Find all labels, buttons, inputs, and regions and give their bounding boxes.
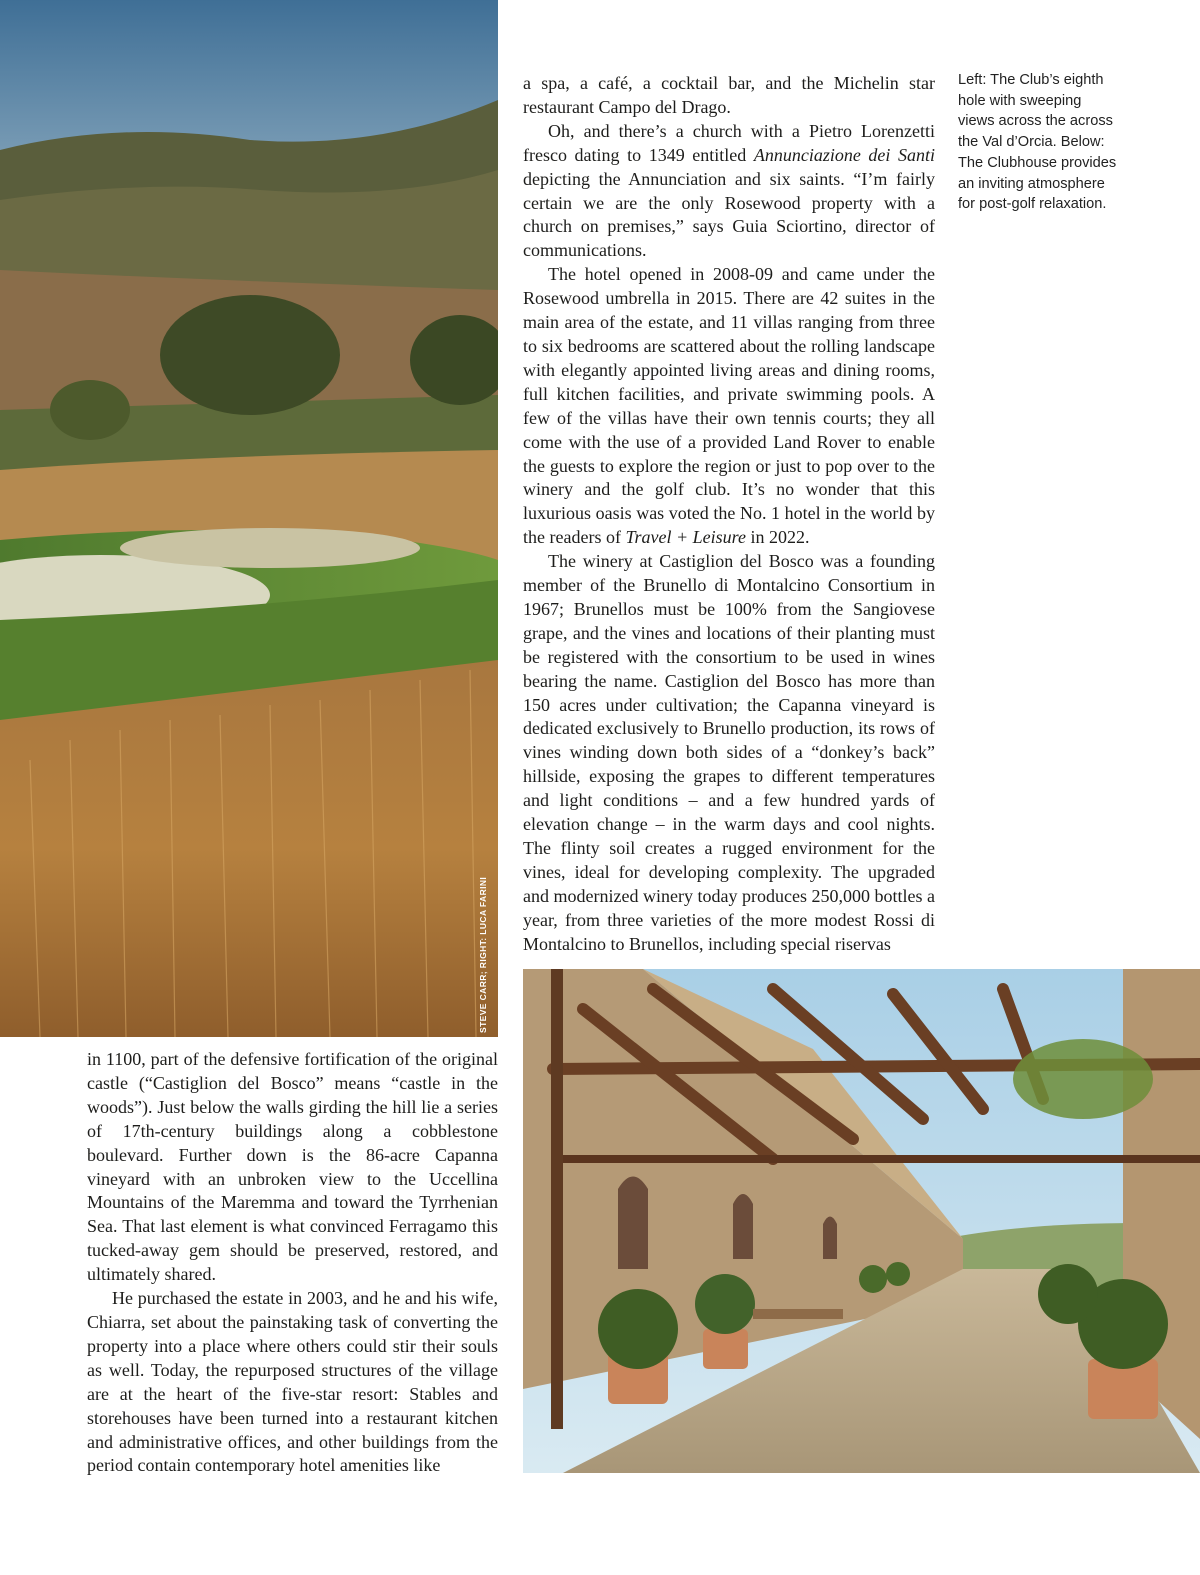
paragraph: a spa, a café, a cocktail bar, and the Michelin star restaurant Campo del Drago. xyxy=(523,73,935,117)
photo-caption: Left: The Club’s eighth hole with sweeping views across the across the Val d’Orcia. Below: The Clubhouse provides an inviting atmosphere for post-golf relaxation. xyxy=(958,72,1117,213)
paragraph: in 1100, part of the defensive fortification of the original castle (“Castiglion del Bosco” means “castle in the woods”). Just below the walls girding the hill lie a series of 17th-century buildings along a cobblestone boulevard. Further down is the 86-acre Capanna vineyard with an unbroken view to the Uccellina Mountains of the Maremma and toward the Tyrrhenian Sea. That last element is what convinced Ferragamo this tucked-away gem should be preserved, restored, and ultimately shared. xyxy=(87,1049,498,1285)
italic-title: Annunciazione dei Santi xyxy=(753,144,935,165)
golf-course-photo xyxy=(0,0,498,1037)
photo-credit: STEVE CARR; RIGHT: LUCA FARINI xyxy=(478,876,488,1033)
italic-title: Travel + Leisure xyxy=(625,527,746,548)
article-column-right xyxy=(523,72,935,957)
paragraph: Oh, and there’s a church with a Pietro Lorenzetti fresco dating to 1349 entitled Annunciazione dei Santi depicting the Annunciation and six saints. “I’m fairly certain we are the only Rosewood property with a church on premises,” says Guia Sciortino, director of communications. xyxy=(523,120,935,261)
paragraph: The winery at Castiglion del Bosco was a founding member of the Brunello di Montalcino Consortium in 1967; Brunellos must be 100% from the Sangiovese grape, and the vines and locations of their planting must be registered with the consortium to be used in wines bearing the name. Castiglion del Bosco has more than 150 acres under cultivation; the Capanna vineyard is dedicated exclusively to Brunello production, its rows of vines winding down both sides of a “donkey’s back” hillside, exposing the grapes to different temperatures and light conditions – and a few hundred yards of elevation change – in the warm days and cool nights. The flinty soil creates a rugged environment for the vines, ideal for developing complexity. The upgraded and modernized winery today produces 250,000 bottles a year, from three varieties of the more modest Rossi di Montalcino to Brunellos, including special riservas xyxy=(523,551,935,954)
paragraph: He purchased the estate in 2003, and he and his wife, Chiarra, set about the painstaking task of converting the property into a place where others could stir their souls as well. Today, the repurposed structures of the village are at the heart of the five-star resort: Stables and storehouses have been turned into a restaurant kitchen and administrative offices, and other buildings from the period contain contemporary hotel amenities like xyxy=(87,1288,498,1476)
villa-courtyard-photo xyxy=(523,969,1200,1473)
article-column-left xyxy=(87,1048,498,1478)
paragraph: The hotel opened in 2008-09 and came under the Rosewood umbrella in 2015. There are 42 suites in the main area of the estate, and 11 villas ranging from three to six bedrooms are scattered about the rolling landscape with elegantly appointed living areas and dining rooms, full kitchen facilities, and private swimming pools. A few of the villas have their own tennis courts; they all come with the use of a provided Land Rover to enable the guests to explore the region or just to pop over to the winery and the golf club. It’s no wonder that this luxurious oasis was voted the No. 1 hotel in the world by the readers of Travel + Leisure in 2022. xyxy=(523,264,935,548)
